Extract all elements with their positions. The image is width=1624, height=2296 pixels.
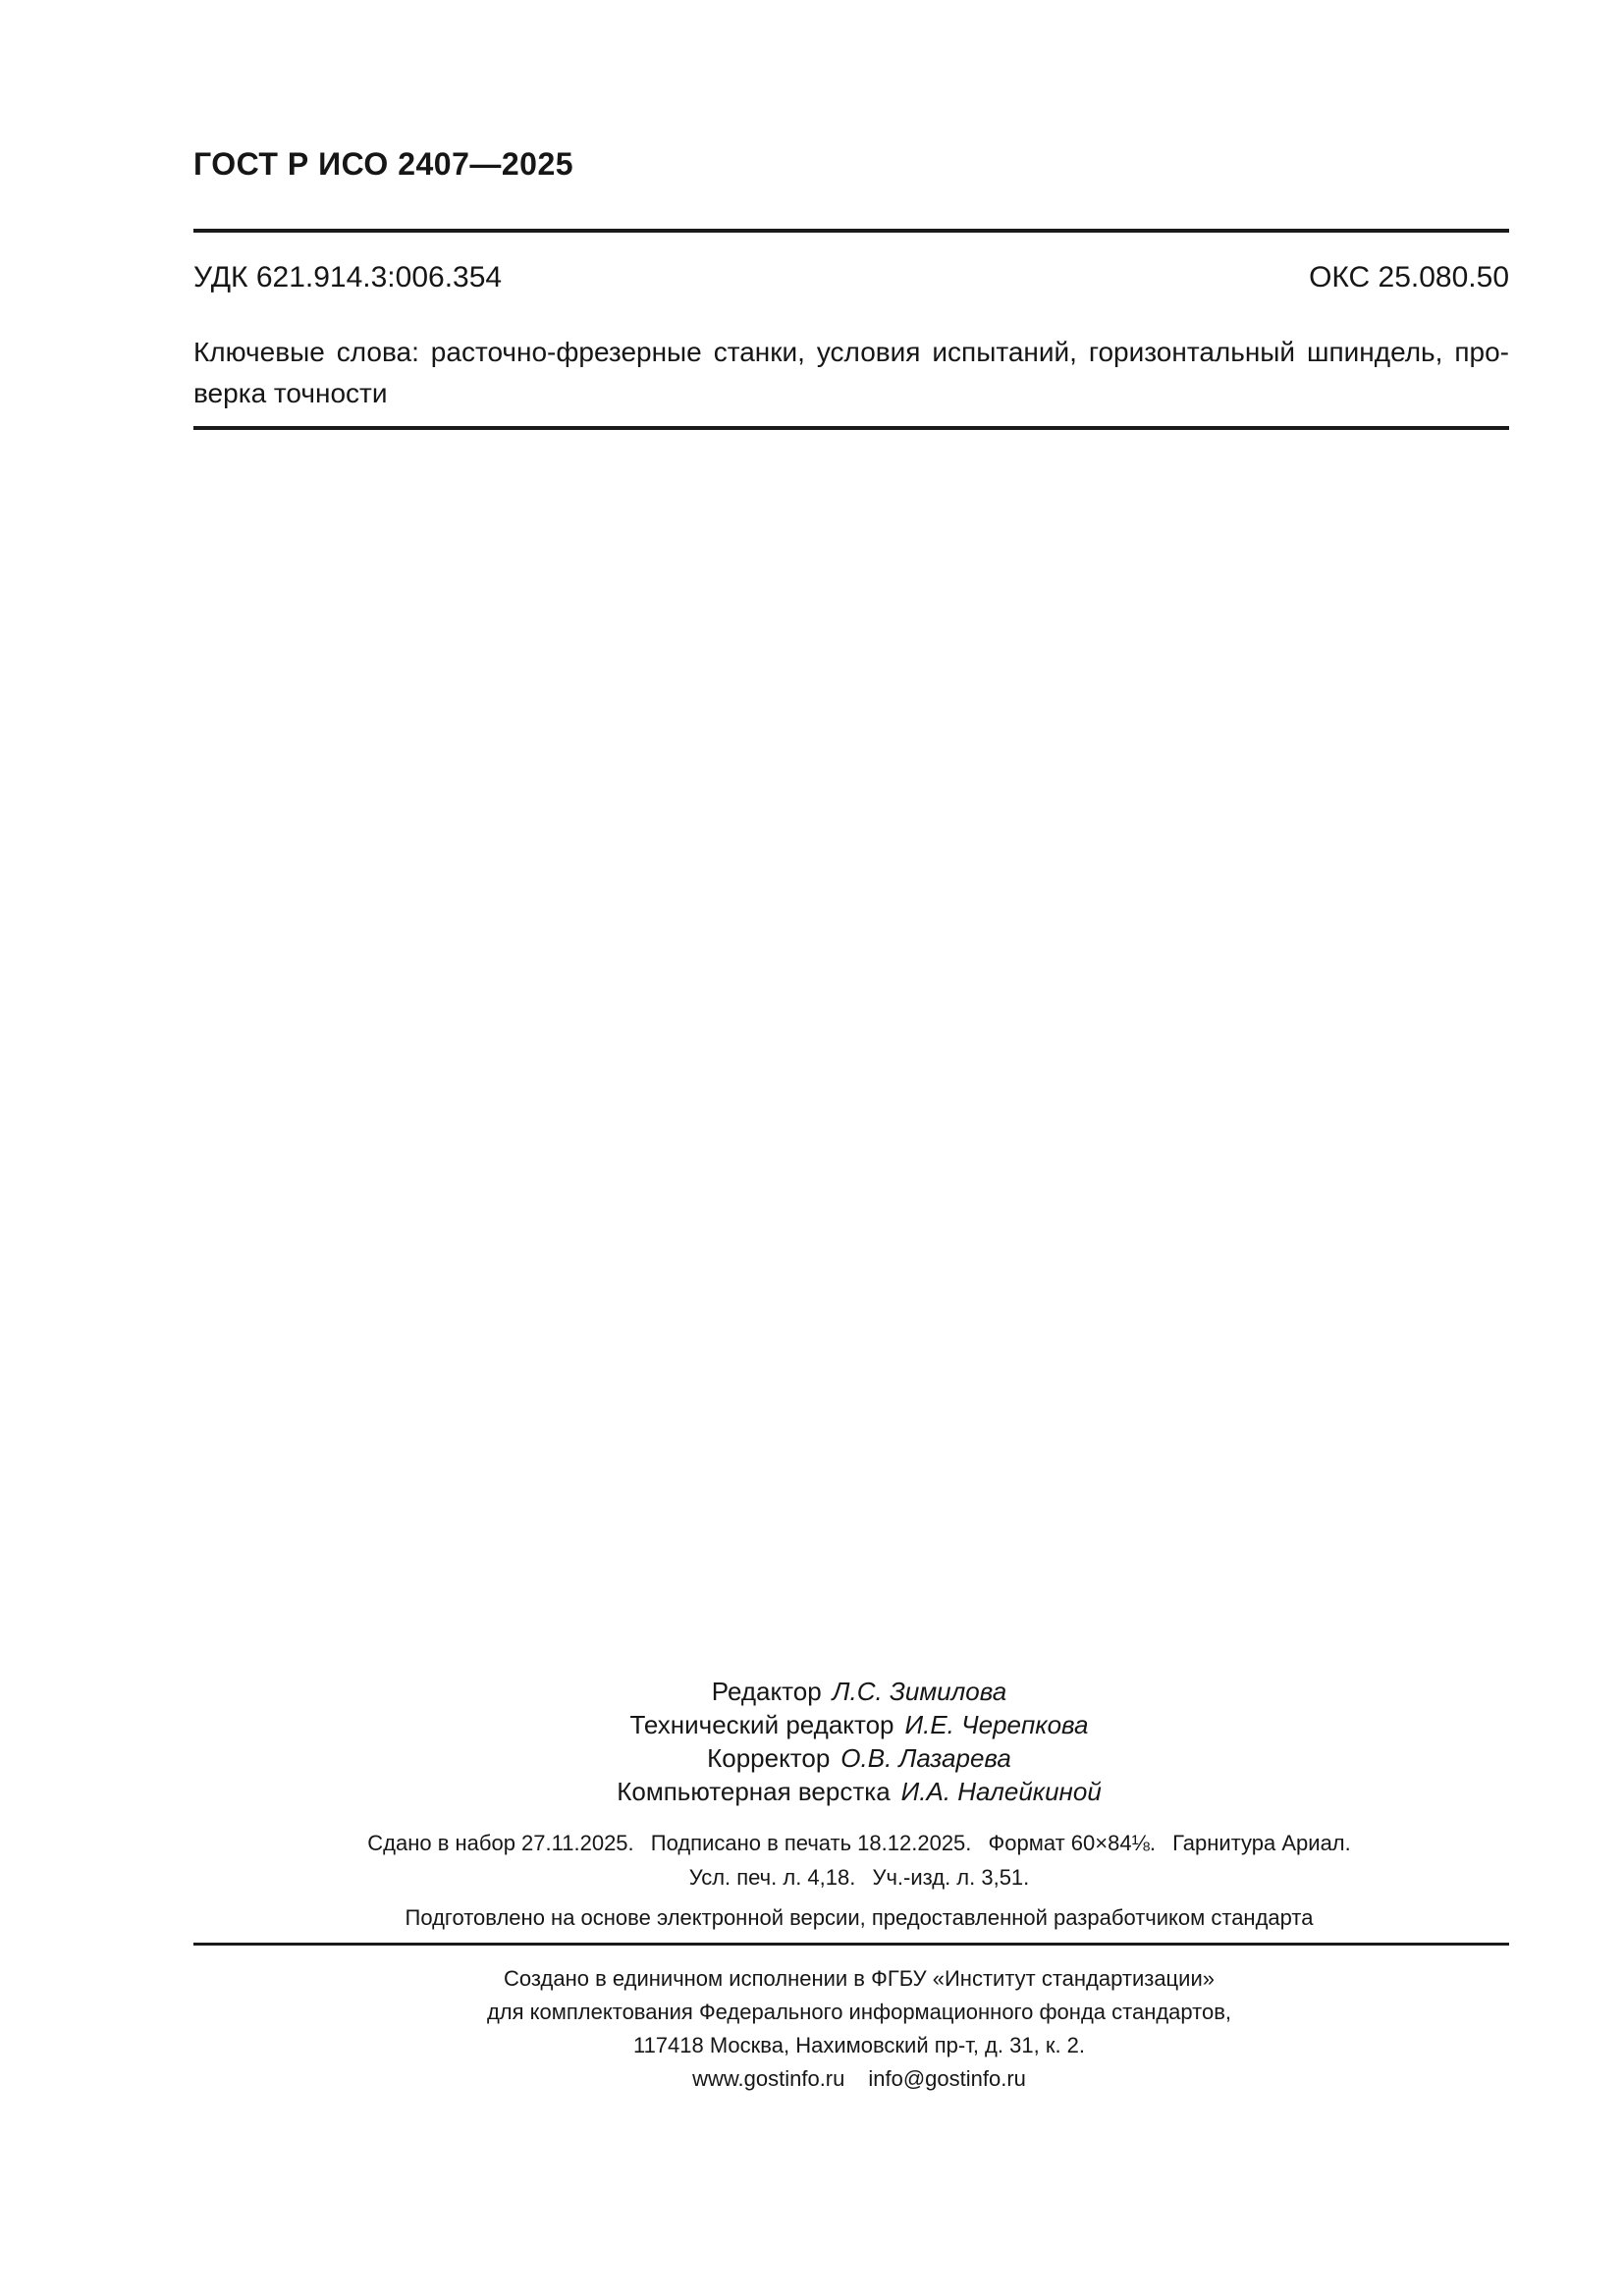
credits-block	[201, 1675, 1517, 1808]
publisher-line-1: Создано в единичном исполнении в ФГБУ «Институт стандартизации»	[504, 1966, 1215, 1991]
credit-label: Компьютерная верстка	[617, 1777, 891, 1806]
prepared-note: Подготовлено на основе электронной версии, предоставленной разработчиком стандарта	[405, 1905, 1314, 1930]
credit-row	[201, 1708, 1517, 1741]
email-text: info@gostinfo.ru	[868, 2066, 1026, 2091]
bottom-rule	[193, 1943, 1509, 1946]
udk-code: УДК 621.914.3:006.354	[193, 261, 503, 294]
top-rule	[193, 229, 1509, 233]
website-text: www.gostinfo.ru	[692, 2066, 845, 2091]
middle-rule	[193, 426, 1509, 430]
oks-code: ОКС 25.080.50	[1309, 261, 1509, 294]
credit-name: И.А. Налейкиной	[900, 1777, 1102, 1806]
doc-code-header: ГОСТ Р ИСО 2407—2025	[193, 146, 574, 182]
keywords-paragraph	[193, 332, 1509, 414]
keywords-line-1: Ключевые слова: расточно-фрезерные станки, условия испытаний, горизонтальный шпиндель, про-	[193, 337, 1509, 367]
publisher-address: 117418 Москва, Нахимовский пр-т, д. 31, к. 2.	[632, 2033, 1086, 2057]
imprint-line-2: Усл. печ. л. 4,18. Уч.-изд. л. 3,51.	[688, 1865, 1030, 1890]
publisher-contacts	[201, 2062, 1517, 2096]
publisher-block	[201, 1962, 1517, 2096]
imprint-block	[201, 1826, 1517, 1895]
credit-row	[201, 1775, 1517, 1808]
credit-row	[201, 1675, 1517, 1708]
credit-label: Технический редактор	[629, 1710, 894, 1739]
keywords-line-2: верка точности	[193, 378, 388, 408]
credit-label: Корректор	[707, 1743, 831, 1773]
classification-row	[193, 259, 1509, 296]
credit-row	[201, 1741, 1517, 1775]
credit-name: И.Е. Черепкова	[904, 1710, 1089, 1739]
imprint-line-1: Сдано в набор 27.11.2025. Подписано в печать 18.12.2025. Формат 60×84⅛. Гарнитура Ариал.	[367, 1831, 1351, 1855]
publisher-line-2: для комплектования Федерального информационного фонда стандартов,	[486, 2000, 1232, 2024]
credit-name: Л.С. Зимилова	[832, 1677, 1007, 1706]
credit-name: О.В. Лазарева	[840, 1743, 1011, 1773]
credit-label: Редактор	[711, 1677, 822, 1706]
